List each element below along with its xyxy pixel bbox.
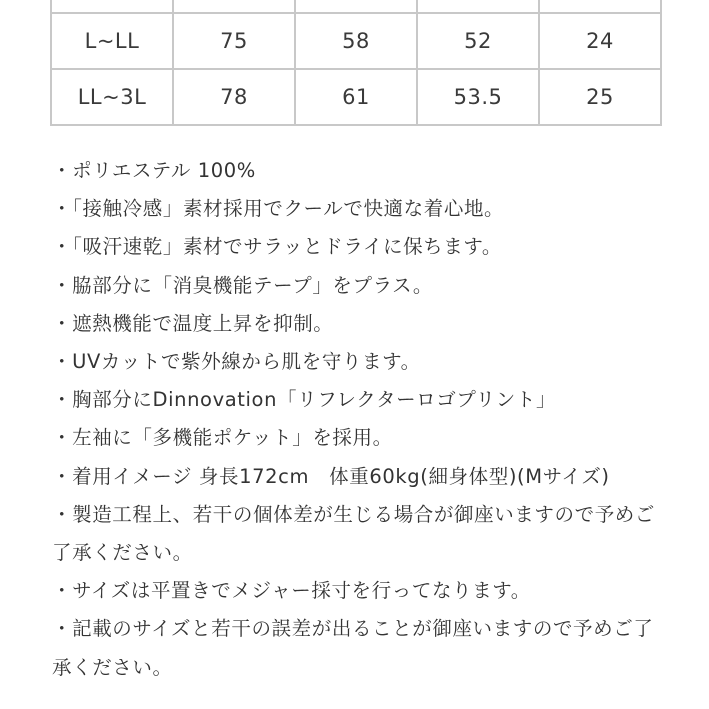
note-pocket: ・左袖に「多機能ポケット」を採用。 (52, 426, 393, 450)
note-reflector-logo: ・胸部分にDinnovation「リフレクターロゴプリント」 (52, 388, 557, 412)
size-value-cell: 53.5 (417, 69, 539, 125)
note-measurement: ・サイズは平置きでメジャー採寸を行ってなります。 (52, 579, 531, 603)
note-quick-dry: ・「吸汗速乾」素材でサラッとドライに保ちます。 (52, 235, 503, 259)
size-value-cell (173, 0, 295, 13)
note-model-size: ・着用イメージ 身長172cm 体重60kg(細身体型)(Mサイズ) (52, 464, 610, 488)
note-uv-cut: ・UVカットで紫外線から肌を守ります。 (52, 350, 421, 374)
product-notes-list (52, 152, 664, 687)
note-material: ・ポリエステル 100% (52, 159, 256, 182)
table-row (51, 0, 661, 13)
size-value-cell: 75 (173, 13, 295, 69)
size-label-cell (51, 0, 173, 13)
size-value-cell (417, 0, 539, 13)
size-value-cell: 52 (417, 13, 539, 69)
table-row (51, 13, 661, 69)
size-label-cell: L~LL (51, 13, 173, 69)
note-individual-difference: ・製造工程上、若干の個体差が生じる場合が御座いますので予めご了承ください。 (52, 502, 656, 565)
note-cooling: ・「接触冷感」素材採用でクールで快適な着心地。 (52, 197, 505, 221)
size-value-cell (295, 0, 417, 13)
size-label-cell: LL~3L (51, 69, 173, 125)
size-value-cell: 78 (173, 69, 295, 125)
table-row (51, 69, 661, 125)
size-value-cell: 61 (295, 69, 417, 125)
size-value-cell: 24 (539, 13, 661, 69)
note-deodorant-tape: ・脇部分に「消臭機能テープ」をプラス。 (52, 273, 433, 297)
size-value-cell: 25 (539, 69, 661, 125)
size-value-cell: 58 (295, 13, 417, 69)
note-heat-shield: ・遮熱機能で温度上昇を抑制。 (52, 311, 334, 335)
size-value-cell (539, 0, 661, 13)
note-size-error: ・記載のサイズと若干の誤差が出ることが御座いますので予めご了承ください。 (52, 617, 654, 679)
size-table (50, 0, 662, 126)
